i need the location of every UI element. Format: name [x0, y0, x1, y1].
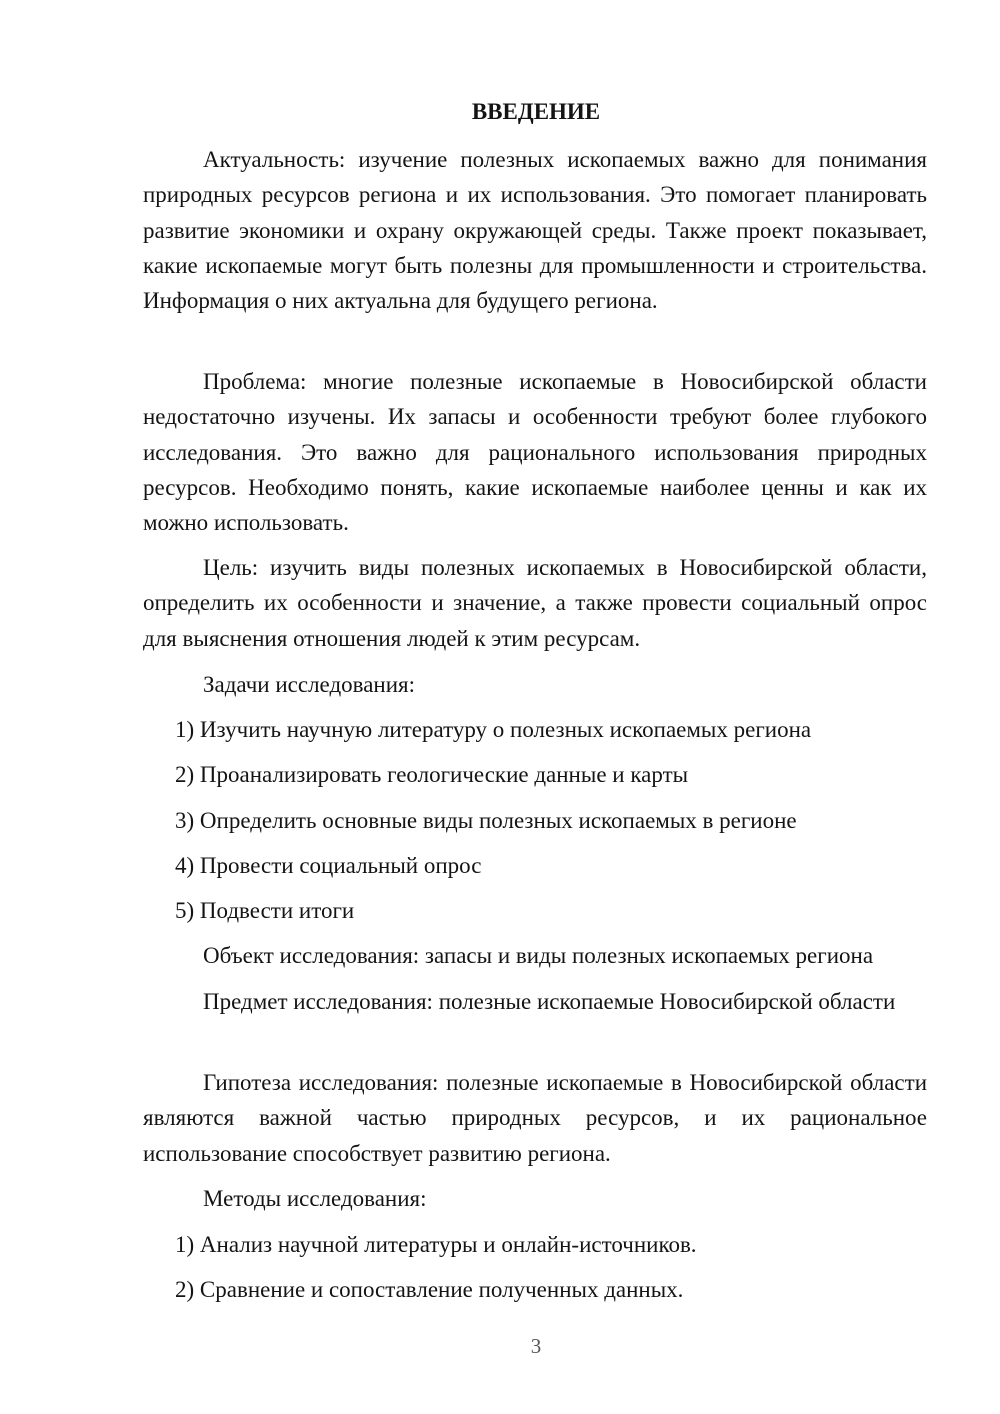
task-item: 3) Определить основные виды полезных ископаемых в регионе [175, 808, 797, 833]
tasks-title: Задачи исследования: [203, 672, 416, 697]
task-item: 5) Подвести итоги [175, 898, 355, 923]
page-title: ВВЕДЕНИЕ [471, 99, 601, 124]
hypothesis-paragraph: Гипотеза исследования: полезные ископаемые в Новосибирской области являются важной частью природных ресурсов, и их рациональное использование способствует развитию региона. [143, 1070, 927, 1166]
problem-paragraph: Проблема: многие полезные ископаемые в Новосибирской области недостаточно изучены. Их запасы и особенности требуют более глубокого исследования. Это важно для рационального использования природных ресурсов. Необходимо понять, какие ископаемые наиболее ценны и как их можно использовать. [143, 369, 927, 536]
object-paragraph: Объект исследования: запасы и виды полезных ископаемых региона [203, 943, 874, 968]
task-item: 4) Провести социальный опрос [175, 853, 482, 878]
subject-paragraph: Предмет исследования: полезные ископаемые Новосибирской области [203, 989, 896, 1014]
task-item: 2) Проанализировать геологические данные и карты [175, 762, 689, 787]
page-number: 3 [530, 1334, 542, 1358]
method-item: 1) Анализ научной литературы и онлайн-источников. [175, 1232, 697, 1257]
task-item: 1) Изучить научную литературу о полезных ископаемых региона [175, 717, 812, 742]
goal-paragraph: Цель: изучить виды полезных ископаемых в Новосибирской области, определить их особенности и значение, а также провести социальный опрос для выяснения отношения людей к этим ресурсам. [143, 555, 927, 651]
method-item: 2) Сравнение и сопоставление полученных данных. [175, 1277, 684, 1302]
relevance-paragraph: Актуальность: изучение полезных ископаемых важно для понимания природных ресурсов региона и их использования. Это помогает планировать развитие экономики и охрану окружающей среды. Также проект показывает, какие ископаемые могут быть полезны для промышленности и строительства. Информация о них актуальна для будущего региона. [143, 147, 927, 314]
methods-title: Методы исследования: [203, 1186, 427, 1211]
